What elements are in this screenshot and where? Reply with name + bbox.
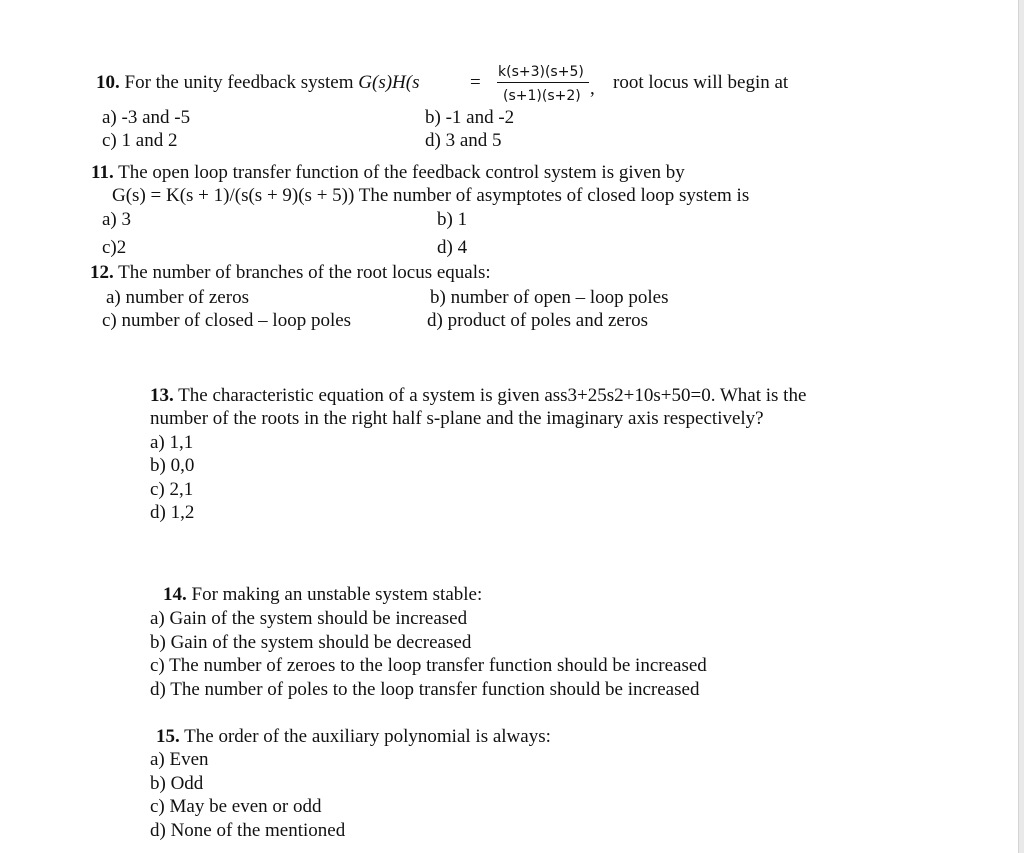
option-b: b) number of open – loop poles <box>430 287 669 308</box>
question-10-stem-suffix: root locus will begin at <box>613 72 789 93</box>
question-number: 14. <box>163 584 187 605</box>
option-b: b) 1 <box>437 209 468 230</box>
option-a: a) Even <box>150 749 209 770</box>
question-number: 11. <box>91 162 114 183</box>
option-c: c) May be even or odd <box>150 796 322 817</box>
fraction-numerator: k(s+3)(s+5) <box>498 64 584 80</box>
option-b: b) Gain of the system should be decreased <box>150 632 472 653</box>
question-number: 12. <box>90 262 114 283</box>
question-11-stem: 11. The open loop transfer function of the feedback control system is given by <box>91 162 685 183</box>
option-c: c) 1 and 2 <box>102 130 178 151</box>
question-number: 10. <box>96 72 120 93</box>
option-d: d) The number of poles to the loop transfer function should be increased <box>150 679 700 700</box>
option-c: c) number of closed – loop poles <box>102 310 352 331</box>
option-d: d) None of the mentioned <box>150 820 346 841</box>
option-a: a) 1,1 <box>150 432 194 453</box>
question-15-stem: 15. The order of the auxiliary polynomial is always: <box>156 726 551 747</box>
option-d: d) 4 <box>437 237 468 258</box>
question-14-stem: 14. For making an unstable system stable: <box>163 584 483 605</box>
option-a: a) -3 and -5 <box>102 107 191 128</box>
option-d: d) product of poles and zeros <box>427 310 649 331</box>
question-12-stem: 12. The number of branches of the root locus equals: <box>90 262 491 283</box>
option-a: a) 3 <box>102 209 132 230</box>
option-d: d) 3 and 5 <box>425 130 502 151</box>
option-a: a) number of zeros <box>106 287 249 308</box>
fraction-denominator: (s+1)(s+2) <box>503 88 581 104</box>
question-11-formula: G(s) = K(s + 1)/(s(s + 9)(s + 5)) The number of asymptotes of closed loop system is <box>112 185 750 206</box>
question-13-stem-line-1: 13. The characteristic equation of a system is given ass3+25s2+10s+50=0. What is the <box>150 385 807 406</box>
question-number: 13. <box>150 385 174 406</box>
question-13-stem-line-2: number of the roots in the right half s-plane and the imaginary axis respectively? <box>150 408 764 429</box>
option-c: c)2 <box>102 237 127 258</box>
fraction-bar <box>497 82 589 83</box>
question-number: 15. <box>156 726 180 747</box>
option-c: c) 2,1 <box>150 479 194 500</box>
option-a: a) Gain of the system should be increased <box>150 608 468 629</box>
option-b: b) -1 and -2 <box>425 107 515 128</box>
option-b: b) 0,0 <box>150 455 195 476</box>
equals-sign: = <box>470 72 481 93</box>
option-c: c) The number of zeroes to the loop transfer function should be increased <box>150 655 707 676</box>
option-b: b) Odd <box>150 773 204 794</box>
comma: , <box>590 78 595 99</box>
question-10-stem: 10. For the unity feedback system G(s)H(s <box>96 72 420 93</box>
option-d: d) 1,2 <box>150 502 195 523</box>
transfer-function-lhs: G(s)H(s <box>358 72 420 93</box>
